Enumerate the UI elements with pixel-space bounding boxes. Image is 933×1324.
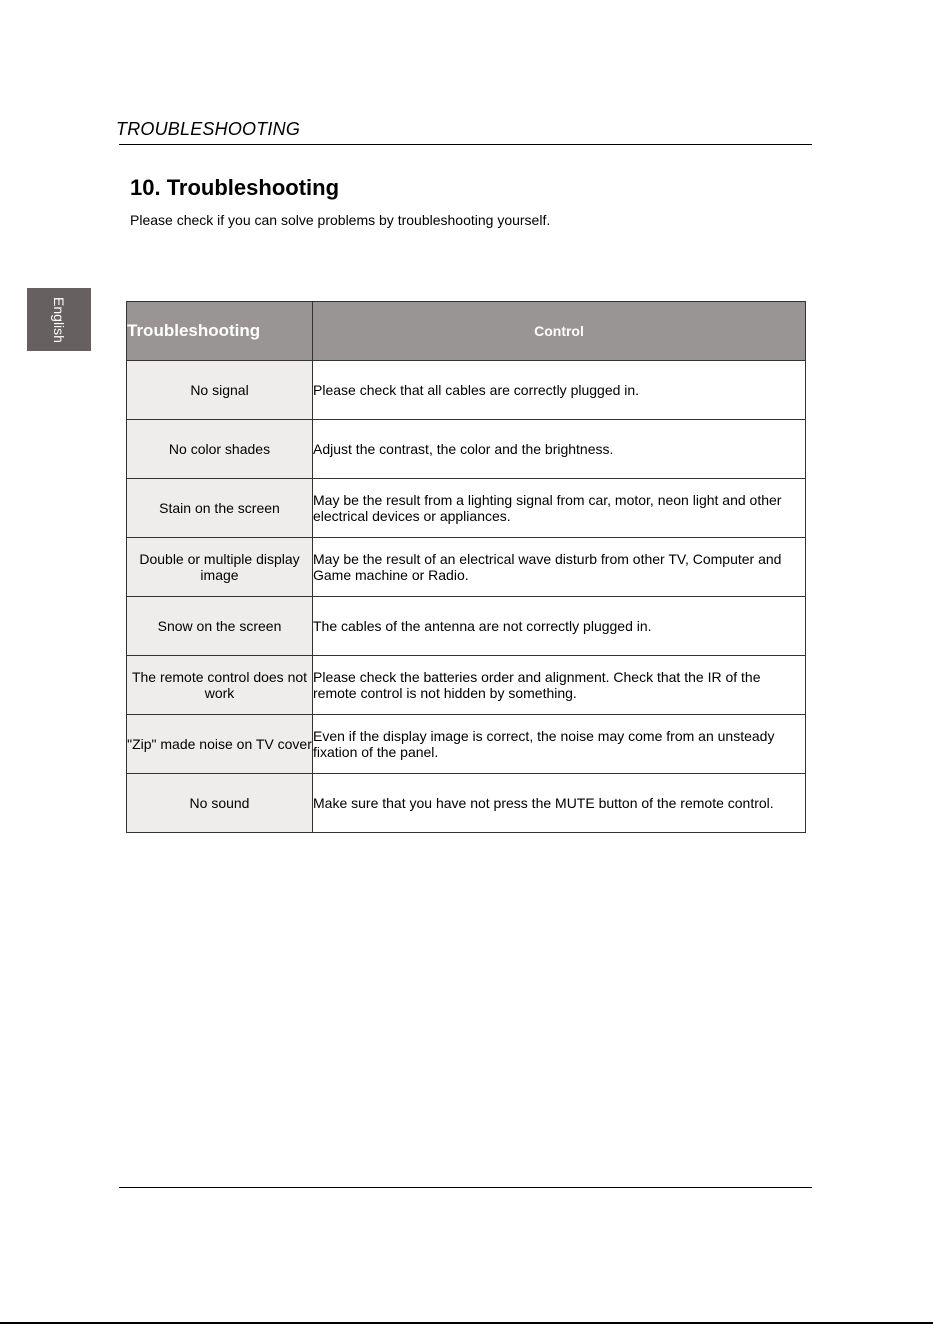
control-cell: Please check that all cables are correctly plugged in. — [313, 361, 806, 420]
problem-cell: "Zip" made noise on TV cover — [127, 715, 313, 774]
section-heading: 10. Troubleshooting — [130, 175, 340, 200]
table-row — [127, 479, 806, 538]
control-cell: Adjust the contrast, the color and the brightness. — [313, 420, 806, 479]
problem-cell: No signal — [127, 361, 313, 420]
header-troubleshooting: Troubleshooting — [127, 302, 313, 361]
control-cell: The cables of the antenna are not correctly plugged in. — [313, 597, 806, 656]
problem-cell: The remote control does not work — [127, 656, 313, 715]
control-cell: Please check the batteries order and alignment. Check that the IR of the remote control is not hidden by something. — [313, 656, 806, 715]
page-header-title: TROUBLESHOOTING — [116, 119, 301, 139]
control-cell: Make sure that you have not press the MUTE button of the remote control. — [313, 774, 806, 833]
header-control: Control — [313, 302, 806, 361]
table-row — [127, 538, 806, 597]
table-row — [127, 774, 806, 833]
problem-cell: Double or multiple display image — [127, 538, 313, 597]
table-row — [127, 361, 806, 420]
language-tab-label: English — [50, 296, 67, 343]
language-tab — [27, 288, 91, 351]
intro-text: Please check if you can solve problems by troubleshooting yourself. — [130, 212, 551, 228]
control-cell: Even if the display image is correct, the noise may come from an unsteady fixation of the panel. — [313, 715, 806, 774]
table-header-row — [127, 302, 806, 361]
problem-cell: Stain on the screen — [127, 479, 313, 538]
table-row — [127, 420, 806, 479]
problem-cell: Snow on the screen — [127, 597, 313, 656]
table-row — [127, 715, 806, 774]
troubleshooting-table — [126, 301, 806, 833]
table-row — [127, 656, 806, 715]
control-cell: May be the result from a lighting signal from car, motor, neon light and other electrical devices or appliances. — [313, 479, 806, 538]
problem-cell: No color shades — [127, 420, 313, 479]
control-cell: May be the result of an electrical wave disturb from other TV, Computer and Game machine or Radio. — [313, 538, 806, 597]
header-rule — [119, 144, 812, 145]
footer-rule — [119, 1187, 812, 1188]
table-row — [127, 597, 806, 656]
problem-cell: No sound — [127, 774, 313, 833]
